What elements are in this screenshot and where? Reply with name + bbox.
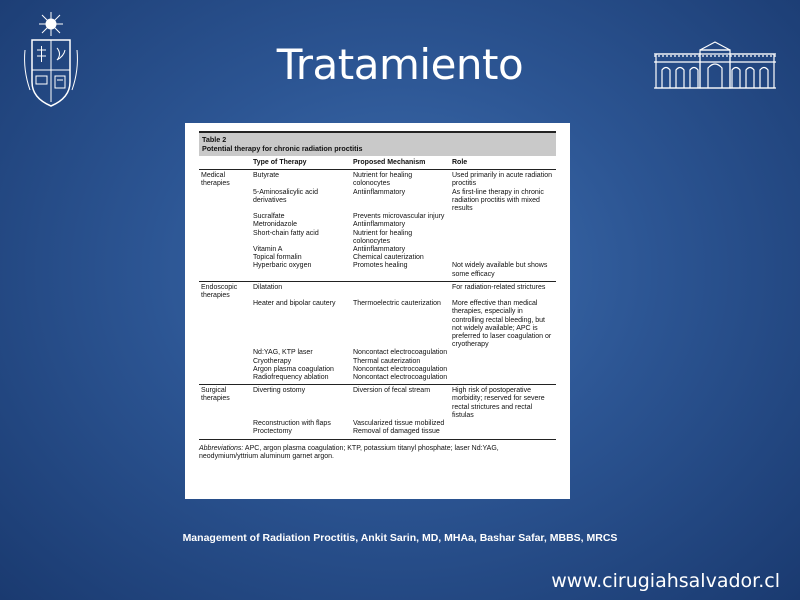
table-cell-mech: Chemical cauterization xyxy=(353,254,424,262)
table-cell-mech: Thermoelectric cauterization xyxy=(353,300,441,308)
table-cell-role xyxy=(450,428,556,439)
table-row xyxy=(199,213,556,221)
table-cell-mech: Vascularized tissue mobilized xyxy=(353,420,445,428)
table-row xyxy=(199,170,556,189)
table-cell-role xyxy=(450,349,556,357)
abbreviations-text: APC, argon plasma coagulation; KTP, potassium titanyl phosphate; laser Nd:YAG, neodymium/yttrium aluminum garnet argon. xyxy=(199,444,499,461)
column-header: Role xyxy=(450,156,556,170)
table-cell-therapy: Radiofrequency ablation xyxy=(251,374,351,385)
table-header-band xyxy=(199,131,556,156)
table-row xyxy=(199,189,556,214)
table-cell-cat: Endoscopic therapies xyxy=(201,283,238,300)
table-row xyxy=(199,358,556,366)
table-cell-mech: Noncontact electrocoagulation xyxy=(353,365,448,373)
table-row xyxy=(199,246,556,254)
table-cell-mech: Noncontact electrocoagulation xyxy=(351,374,450,385)
table-row xyxy=(199,349,556,357)
table-cell-cat xyxy=(199,300,251,349)
table-cell-mech: Nutrient for healing colonocytes xyxy=(353,172,413,188)
table-row xyxy=(199,420,556,428)
table-cell-therapy: Argon plasma coagulation xyxy=(253,365,334,373)
table-cell-cat xyxy=(199,189,251,214)
table-row xyxy=(199,428,556,439)
table-row xyxy=(199,385,556,420)
table-cell-role: For radiation-related strictures xyxy=(452,283,546,291)
table-cell-therapy: Proctectomy xyxy=(251,428,351,439)
table-cell-therapy: Hyperbaric oxygen xyxy=(251,262,351,281)
table-cell-mech: Noncontact electrocoagulation xyxy=(353,349,448,357)
abbreviations-note xyxy=(199,445,556,462)
table-cell-role: Used primarily in acute radiation proctitis xyxy=(452,172,552,188)
table-cell-therapy: Nd:YAG, KTP laser xyxy=(253,349,313,357)
table-cell-cat: Medical therapies xyxy=(201,172,230,188)
table-cell-cat xyxy=(199,213,251,221)
table-cell-role: As first-line therapy in chronic radiation proctitis with mixed results xyxy=(452,188,544,213)
therapy-table xyxy=(199,156,556,440)
table-row xyxy=(199,281,556,300)
table-cell-therapy: Short-chain fatty acid xyxy=(253,229,319,237)
table-cell-cat xyxy=(199,230,251,246)
table-cell-therapy: Diverting ostomy xyxy=(253,387,306,395)
slide-title: Tratamiento xyxy=(276,40,524,89)
table-row xyxy=(199,374,556,385)
table-label: Table 2 xyxy=(202,135,227,144)
table-cell-role: Not widely available but shows some efficacy xyxy=(450,262,556,281)
column-header xyxy=(199,156,251,170)
table-cell-role xyxy=(450,221,556,229)
table-cell-therapy: 5-Aminosalicylic acid derivatives xyxy=(253,188,318,204)
table-cell-cat xyxy=(199,221,251,229)
table-cell-cat xyxy=(199,358,251,366)
table-cell-mech: Antiinflammatory xyxy=(353,246,406,254)
table-row xyxy=(199,221,556,229)
table-cell-mech: Nutrient for healing colonocytes xyxy=(353,229,413,245)
table-cell-therapy: Vitamin A xyxy=(253,246,283,254)
column-header: Type of Therapy xyxy=(251,156,351,170)
table-cell-role xyxy=(450,230,556,246)
table-cell-role: High risk of postoperative morbidity; reserved for severe rectal strictures and rectal fistulas xyxy=(452,387,545,419)
table-cell-mech: Thermal cauterization xyxy=(353,357,421,365)
table-cell-cat: Surgical therapies xyxy=(201,387,230,403)
table-cell-role xyxy=(450,366,556,374)
table-cell-cat xyxy=(199,246,251,254)
table-cell-mech: Antiinflammatory xyxy=(353,188,406,196)
table-row xyxy=(199,300,556,349)
table-cell-cat xyxy=(199,349,251,357)
table-cell-therapy: Reconstruction with flaps xyxy=(253,420,331,428)
table-cell-role xyxy=(450,374,556,385)
table-cell-mech: Diversion of fecal stream xyxy=(353,387,431,395)
table-cell-mech: Promotes healing xyxy=(351,262,450,281)
table-row xyxy=(199,230,556,246)
table-cell-cat xyxy=(199,420,251,428)
table-cell-therapy: Metronidazole xyxy=(253,221,297,229)
abbreviations-label: Abbreviations: xyxy=(199,444,244,452)
table-cell-mech: Antiinflammatory xyxy=(353,221,406,229)
table-row xyxy=(199,366,556,374)
column-header: Proposed Mechanism xyxy=(351,156,450,170)
table-cell-role xyxy=(450,420,556,428)
table-cell-therapy: Dilatation xyxy=(253,283,283,291)
table-cell-role xyxy=(450,213,556,221)
table-cell-therapy: Heater and bipolar cautery xyxy=(253,300,336,308)
table-cell-therapy: Butyrate xyxy=(253,172,280,180)
table-cell-mech: Prevents microvascular injury xyxy=(353,213,445,221)
table-cell-cat xyxy=(199,366,251,374)
table-cell-role xyxy=(450,358,556,366)
table-cell-therapy: Cryotherapy xyxy=(253,357,292,365)
table-cell-role xyxy=(450,246,556,254)
table-cell-cat xyxy=(199,262,251,281)
table-cell-therapy: Sucralfate xyxy=(253,213,285,221)
table-image xyxy=(185,123,570,499)
citation: Management of Radiation Proctitis, Ankit Sarin, MD, MHAa, Bashar Safar, MBBS, MRCS xyxy=(182,532,618,544)
table-cell-cat xyxy=(199,428,251,439)
table-caption: Potential therapy for chronic radiation proctitis xyxy=(202,144,363,153)
table-cell-role: More effective than medical therapies, especially in controlling rectal bleeding, but not widely available; APC is preferred to laser coagulation or cryotherapy xyxy=(452,300,552,349)
table-cell-role xyxy=(450,254,556,262)
table-cell-mech xyxy=(351,281,450,300)
table-cell-cat xyxy=(199,254,251,262)
website-url: www.cirugiahsalvador.cl xyxy=(551,570,780,592)
table-cell-mech: Removal of damaged tissue xyxy=(351,428,450,439)
table-cell-cat xyxy=(199,374,251,385)
table-row xyxy=(199,254,556,262)
table-row xyxy=(199,262,556,281)
table-cell-therapy: Topical formalin xyxy=(253,254,302,262)
